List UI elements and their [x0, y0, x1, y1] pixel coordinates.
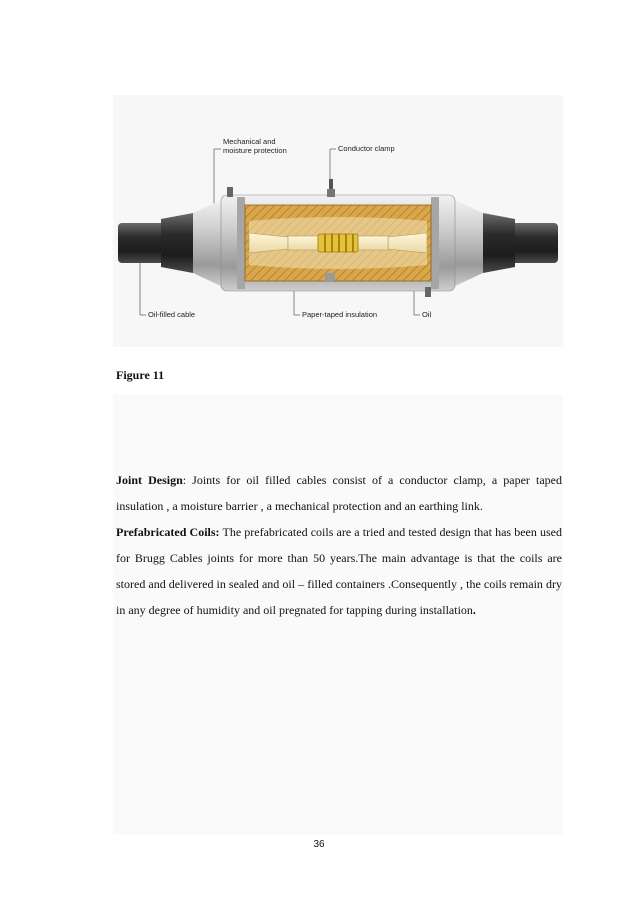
right-cable-stress-cone [483, 213, 515, 273]
coils-heading: Prefabricated Coils: [116, 525, 220, 539]
paragraph-prefabricated-coils [116, 519, 562, 623]
top-valve [327, 189, 335, 197]
cable-joint-figure [113, 95, 563, 347]
joint-design-heading: Joint Design [116, 473, 183, 487]
label-oil-filled-cable: Oil-filled cable [148, 310, 196, 319]
right-cable [508, 223, 558, 263]
joint-design-text: : Joints for oil filled cables consist of a conductor clamp, a paper taped insulation , a moisture barrier , a mechanical protection and an earthing link. [116, 473, 562, 513]
label-paper-taped-insulation: Paper-taped insulation [302, 310, 378, 319]
left-cable [118, 223, 168, 263]
conductor-clamp [318, 234, 358, 252]
right-transition [453, 199, 483, 287]
right-flange [431, 197, 439, 289]
left-transition [193, 199, 223, 287]
coils-end: . [472, 603, 476, 617]
page-number: 36 [313, 839, 325, 850]
paragraph-joint-design [116, 467, 562, 519]
left-flange [237, 197, 245, 289]
coils-text: The prefabricated coils are a tried and tested design that has been used for Brugg Cables joints for more than 50 years.The main advantage is that the coils are stored and delivered in sealed and oil – filled containers .Consequently , the coils remain dry in any degree of humidity and oil pregnated for tapping during installation [116, 525, 563, 617]
left-fitting [227, 187, 233, 197]
label-mechanical-protection: Mechanical and moisture protection [223, 137, 287, 155]
label-oil: Oil [422, 310, 432, 319]
label-conductor-clamp: Conductor clamp [338, 144, 395, 153]
left-cable-stress-cone [161, 213, 193, 273]
figure-caption: Figure 11 [116, 368, 165, 382]
oil-nipple [425, 287, 431, 297]
